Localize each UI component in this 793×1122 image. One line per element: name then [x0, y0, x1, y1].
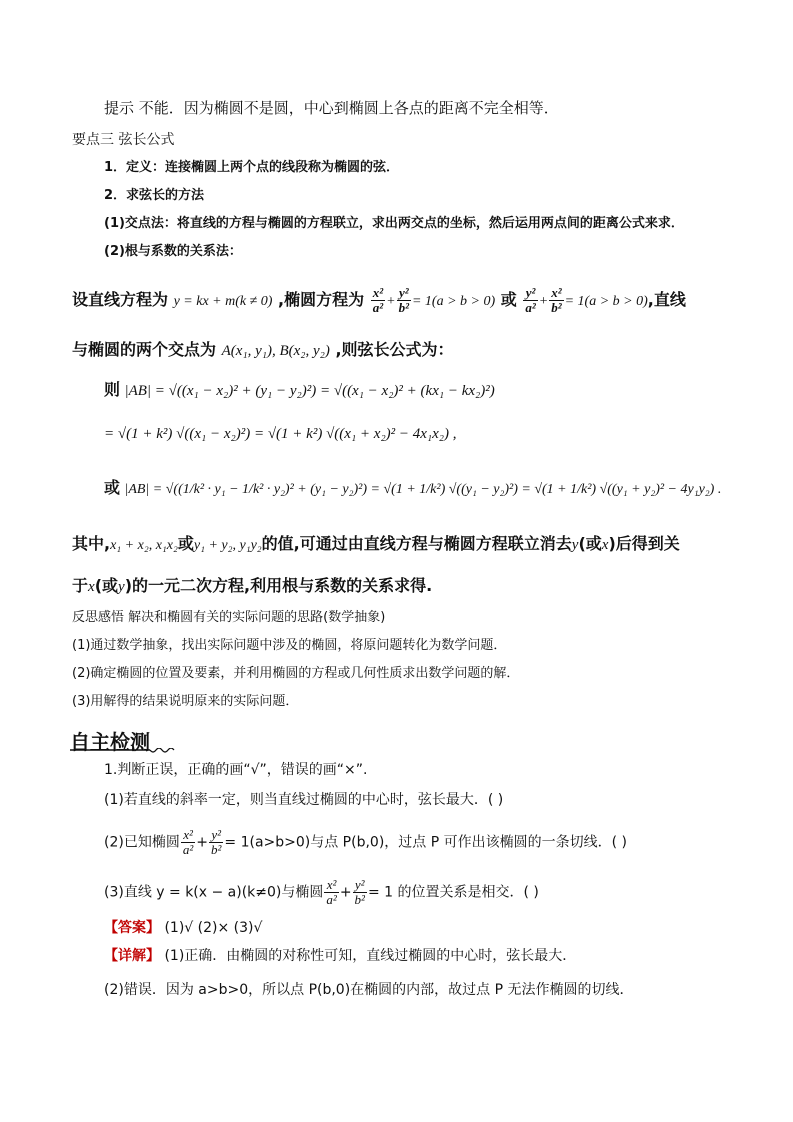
- chord-formula-1: |AB| = √((x₁ − x₂)² + (y₁ − y₂)²) = √((x₁ − x₂)² + (kx₁ − kx₂)²): [124, 383, 495, 399]
- fraction: $\frac{\text{x²}}{\text{a²}}$: [182, 827, 194, 857]
- question-1-3: (3)直线 y = k(x − a)(k≠0)与椭圆 $\frac{\text{x²}}{\text{a²}}$ + $\frac{\text{y²}}{\text{b²}}$ = 1 的位置关系是相交．( ): [104, 877, 539, 907]
- math-rest: = 1(a > b > 0): [411, 294, 496, 309]
- text-segment: 或: [500, 290, 517, 309]
- intersection-points: A(x₁, y₁), B(x₂, y₂): [221, 343, 330, 359]
- fraction: $\frac{\text{x²}}{\text{a²}}$: [372, 285, 384, 315]
- intersection-line: [72, 340, 454, 361]
- math-segment: y₁ + y₂, y₁y₂: [193, 538, 262, 553]
- heading-underline: [70, 748, 180, 756]
- text-segment: ,直线: [647, 290, 686, 309]
- text-segment: 于: [72, 576, 89, 595]
- text-segment: (2)已知椭圆: [104, 834, 180, 851]
- reflect-3: (3)用解得的结果说明原来的实际问题．: [72, 694, 299, 709]
- line-equation: y = kx + m(k ≠ 0): [173, 294, 273, 309]
- answer-line: [104, 918, 262, 938]
- fraction: $\frac{\text{y²}}{\text{b²}}$: [354, 877, 365, 907]
- section-title: 要点三 弦长公式: [72, 132, 175, 148]
- fraction: $\frac{\text{x²}}{\text{b²}}$: [551, 285, 562, 315]
- text-segment: (或: [94, 576, 119, 595]
- question-1-2: (2)已知椭圆 $\frac{\text{x²}}{\text{a²}}$ + $\frac{\text{y²}}{\text{b²}}$ = 1(a>b>0)与点 P(b,0)，过点 P 可作出该椭圆的一条切线．( ): [104, 827, 628, 857]
- reflect-2: (2)确定椭圆的位置及要素，并利用椭圆的方程或几何性质求出数学问题的解．: [72, 666, 520, 681]
- hint-line: 提示 不能．因为椭圆不是圆，中心到椭圆上各点的距离不完全相等．: [104, 99, 559, 117]
- fraction: $\frac{\text{y²}}{\text{a²}}$: [525, 285, 536, 315]
- text-segment: 与椭圆的两个交点为: [72, 340, 217, 359]
- detail-line-2: (2)错误．因为 a>b>0，所以点 P(b,0)在椭圆的内部，故过点 P 无法作椭圆的切线．: [104, 982, 634, 998]
- detail-tag: 【详解】: [104, 948, 160, 964]
- math-segment: x: [88, 579, 95, 595]
- math-segment: x₁ + x₂, x₁x₂: [110, 538, 178, 553]
- math-rest: = 1(a > b > 0): [564, 294, 648, 309]
- self-check-heading: 自主检测: [70, 730, 150, 754]
- text-segment: (3)直线 y = k(x − a)(k≠0)与椭圆: [104, 884, 324, 901]
- text-segment: 其中,: [72, 534, 111, 553]
- formula-row-1: [104, 380, 495, 401]
- math-segment: y: [571, 537, 579, 553]
- math-segment: x: [601, 537, 609, 553]
- text-segment: 的值,可通过由直线方程与椭圆方程联立消去: [261, 534, 572, 553]
- question-1-1: (1)若直线的斜率一定，则当直线过椭圆的中心时，弦长最大．( ): [104, 792, 504, 808]
- huo-label: 或: [104, 478, 121, 497]
- text-segment: 或: [177, 534, 194, 553]
- ze-label: 则: [104, 380, 121, 399]
- where-line: [72, 534, 680, 556]
- answer-text: (1)√ (2)× (3)√: [164, 920, 263, 936]
- math-segment: y: [118, 579, 125, 595]
- text-segment: 设直线方程为: [72, 290, 169, 309]
- fraction: $\frac{\text{x²}}{\text{a²}}$: [326, 877, 337, 907]
- text-segment: )后得到关: [608, 534, 680, 553]
- text-segment: = 1(a>b>0)与点 P(b,0)，过点 P 可作出该椭圆的一条切线．( ): [224, 834, 628, 851]
- text-segment: ,则弦长公式为：: [335, 340, 454, 359]
- about-line: [72, 576, 432, 597]
- text-segment: (或: [578, 534, 602, 553]
- math-op: +: [386, 294, 396, 309]
- set-line-equation: [72, 286, 686, 315]
- chord-formula-3: |AB| = √((1/k² · y₁ − 1/k² · y₂)² + (y₁ − y₂)²) = √(1 + 1/k²) √((y₁ − y₂)²) = √(1 + 1/k²) √((y₁ + y₂)² − 4y₁y₂) .: [124, 482, 722, 497]
- question-1: 1.判断正误，正确的画“√”，错误的画“×”.: [104, 762, 368, 778]
- method-title: 2．求弦长的方法: [104, 188, 205, 203]
- detail-line-1: [104, 946, 576, 966]
- detail-text-1: (1)正确．由椭圆的对称性可知，直线过椭圆的中心时，弦长最大．: [164, 948, 577, 964]
- method-1: (1)交点法：将直线的方程与椭圆的方程联立，求出两交点的坐标，然后运用两点间的距离公式来求．: [104, 216, 684, 231]
- text-segment: )的一元二次方程,利用根与系数的关系求得.: [124, 576, 433, 595]
- method-2: (2)根与系数的关系法：: [104, 244, 242, 259]
- reflect-title: 反思感悟 解决和椭圆有关的实际问题的思路(数学抽象): [72, 610, 386, 625]
- fraction: $\frac{\text{y²}}{\text{b²}}$: [210, 827, 222, 857]
- text-segment: ,椭圆方程为: [278, 290, 365, 309]
- reflect-1: (1)通过数学抽象，找出实际问题中涉及的椭圆，将原问题转化为数学问题．: [72, 638, 507, 653]
- definition-line: 1．定义：连接椭圆上两个点的线段称为椭圆的弦．: [104, 160, 400, 175]
- text-segment: = 1 的位置关系是相交．( ): [367, 884, 539, 901]
- chord-formula-2: = √(1 + k²) √((x₁ − x₂)²) = √(1 + k²) √((x₁ + x₂)² − 4x₁x₂) ,: [104, 426, 457, 442]
- formula-row-2: [104, 424, 457, 444]
- fraction: $\frac{\text{y²}}{\text{b²}}$: [398, 285, 409, 315]
- answer-tag: 【答案】: [104, 920, 160, 936]
- formula-row-3: [104, 478, 721, 500]
- math-op: +: [538, 294, 549, 309]
